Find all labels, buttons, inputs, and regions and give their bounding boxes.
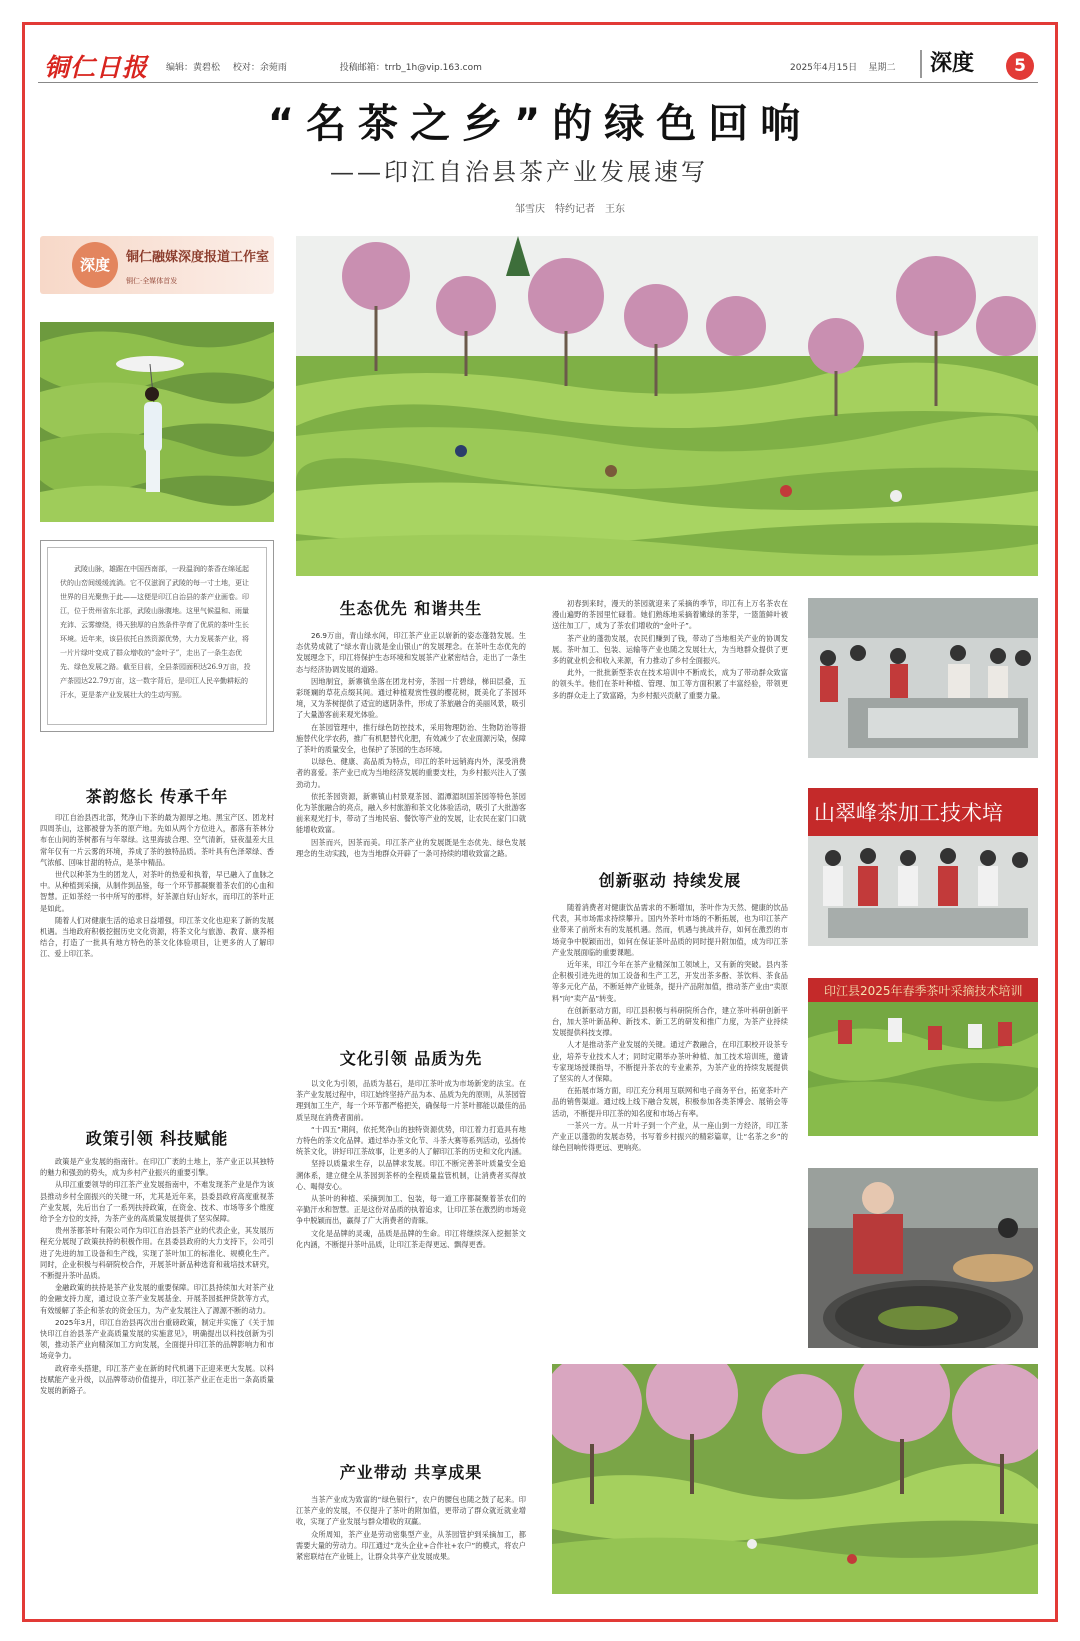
article-title: “名茶之乡”的绿色回响	[267, 101, 813, 147]
page-number-badge: 5	[1006, 52, 1034, 80]
paragraph: 金融政策的扶持是茶产业发展的重要保障。印江县持续加大对茶产业的金融支持力度，通过设立茶产业发展基金、开展茶园抵押贷款等方式，有效缓解了茶企和茶农的资金压力，为产业发展注入了源源不断的动力。	[40, 1283, 274, 1315]
paragraph: 在拓展市场方面，印江充分利用互联网和电子商务平台，拓宽茶叶产品的销售渠道。通过线上线下融合发展，积极参加各类茶博会、展销会等活动，不断提升印江茶的知名度和市场占有率。	[552, 1086, 788, 1118]
submission-email[interactable]: 投稿邮箱：trrb_1h@vip.163.com	[339, 63, 482, 73]
paragraph: 世代以种茶为生的团龙人，对茶叶的热爱和执着，早已融入了血脉之中。从种植到采摘，从制作到品鉴，每一个环节都凝聚着茶农们的心血和智慧。正如茶经一书中所写的那样，好茶源自好山好水，而印江的茶叶正是如此。	[40, 870, 274, 913]
paragraph: 以文化为引领，品质为基石，是印江茶叶成为市场新宠的法宝。在茶产业发展过程中，印江始终坚持产品为本、品质为先的原则，从茶园管理到加工生产，每一个环节都严格把关，确保每一片茶叶都能以最佳的品质呈现在消费者面前。	[296, 1079, 526, 1122]
photo-tea-processing-1	[808, 598, 1038, 758]
masthead	[38, 46, 1038, 86]
banner-text-2: 印江县2025年春季茶叶采摘技术培训	[824, 984, 1023, 998]
depth-seal: 深度	[72, 242, 118, 288]
section-body-5	[296, 1494, 526, 1594]
photo-tea-garden-hero	[296, 236, 1038, 576]
paragraph: 2025年3月，印江自治县再次出台重磅政策，制定并实施了《关于加快印江自治县茶产业高质量发展的实施意见》，明确提出以科技创新为引领，推动茶产业向精深加工方向发展，全面提升印江茶的品牌影响力和市场竞争力。	[40, 1317, 274, 1361]
section-body-2	[40, 1156, 274, 1592]
intro-box	[40, 540, 274, 732]
section-body-1	[40, 812, 274, 1100]
banner-text-1: 山翠峰茶加工技术培	[814, 801, 1003, 825]
paragraph: 依托茶园资源，新寨镇山村景观茶园、湄潭湄坝国茶园等特色茶园化为茶旅融合的亮点，融入乡村旅游和茶文化体验活动，吸引了大批游客前来观光打卡，带动了当地民宿、餐饮等产业的发展，让农民在家门口就能增收致富。	[296, 791, 526, 835]
section-body-7	[552, 902, 788, 1350]
paragraph: 在茶园管理中，推行绿色防控技术，采用物理防治、生物防治等措施替代化学农药，推广有机肥替代化肥，有效减少了农业面源污染，保障了茶叶的质量安全，也保护了茶园的生态环境。	[296, 722, 526, 755]
section-heading-7: 创新驱动 持续发展	[598, 871, 742, 890]
paragraph: 文化是品牌的灵魂，品质是品牌的生命。印江将继续深入挖掘茶文化内涵，不断提升茶叶品质，让印江茶走得更远、飘得更香。	[296, 1228, 526, 1249]
masthead-divider	[38, 82, 1038, 83]
section-heading-1: 茶韵悠长 传承千年	[85, 787, 229, 806]
paragraph: 初春到来时，漫天的茶园就迎来了采摘的季节，印江有上万名茶农在漫山遍野的茶园里忙碌着。她们熟练地采摘着嫩绿的茶芽，一篮篮鲜叶被送往加工厂，成为了茶农们增收的“金叶子”。	[552, 599, 788, 631]
section-body-3	[296, 630, 526, 1032]
photo-cherry-blossom-tea-garden	[552, 1364, 1038, 1594]
paragraph: 坚持以质量求生存，以品牌求发展。印江不断完善茶叶质量安全追溯体系，建立健全从茶园到茶杯的全程质量监管机制，让消费者买得放心、喝得安心。	[296, 1159, 526, 1191]
issue-date	[790, 60, 896, 73]
paragraph: 近年来，印江今年在茶产业精深加工领域上，又有新的突破。县内茶企积极引进先进的加工设备和生产工艺，开发出茶多酚、茶饮料、茶食品等多元化产品，不断延伸产业链条，提升产品附加值，推动茶产业由“卖原料”向“卖产品”转变。	[552, 960, 788, 1003]
paragraph: “十四五”期间，依托梵净山的独特资源优势，印江着力打造具有地方特色的茶文化品牌。通过举办茶文化节、斗茶大赛等系列活动，弘扬传统茶文化，讲好印江茶故事，让更多的人了解印江茶的历史和文化内涵。	[296, 1124, 526, 1157]
paragraph: 茶产业的蓬勃发展，农民们赚到了钱，带动了当地相关产业的协调发展。茶叶加工、包装、运输等产业也随之发展壮大，为当地群众提供了更多的就业机会和收入来源，有力推动了乡村全面振兴。	[552, 633, 788, 666]
photo-tea-processing-training	[808, 788, 1038, 946]
studio-title: 铜仁融媒深度报道工作室	[126, 250, 270, 265]
studio-subtitle: 铜仁·全媒体首发	[126, 277, 178, 285]
paragraph: 政策是产业发展的指南针。在印江广袤的土地上，茶产业正以其独特的魅力和强劲的势头，成为乡村产业振兴的重要引擎。	[40, 1157, 274, 1178]
intro-text: 武陵山脉，雄踞在中国西南部，一段温润的茶香在绵延起伏的山峦间缓缓流淌。它不仅滋润了武陵的每一寸土地，更让世界的目光聚焦于此——这便是印江自治县的茶产业画卷。印江，位于贵州省东北部，武陵山脉腹地。这里气候温和、雨量充沛、云雾缭绕，得天独厚的自然条件孕育了优质的茶叶生长环境。近年来，该县依托自然资源优势，大力发展茶产业，将一片片绿叶变成了群众增收的“金叶子”，走出了一条生态优先、绿色发展之路。截至目前，全县茶园面积达26.9万亩，投产茶园达22.79万亩，这一数字背后，是印江人民辛勤耕耘的汗水，更是茶产业发展壮大的生动写照。	[47, 547, 267, 725]
section-heading-2: 政策引领 科技赋能	[85, 1129, 229, 1148]
paragraph: 人才是推动茶产业发展的关键。通过产教融合，在印江职校开设茶专业，培养专业技术人才；同时定期举办茶叶种植、加工技术培训班，邀请专家现场授课指导，不断提升茶农的专业素养，为茶产业的持续发展提供了坚实的人才保障。	[552, 1040, 788, 1084]
paragraph: 随着人们对健康生活的追求日益增强，印江茶文化也迎来了新的发展机遇。当地政府积极挖掘历史文化资源，将茶文化与旅游、教育、康养相结合，打造了一批具有地方特色的茶文化体验项目，让更多的人了解印江、爱上印江茶。	[40, 915, 274, 959]
studio-badge	[40, 236, 274, 294]
paragraph: 印江自治县西北部，梵净山下茶的最为源厚之地。黑宝产区、团龙村四周茶山，这都被誉为茶的原产地。先如从两个方位进入，都落有茶林分布在山间的茶树都有与年翠绿。这里海拔合理、空气清新，昼夜温差大且常年仅有一片云雾的环境，养成了茶的独特品质。茶叶具有色泽翠绿、香气浓郁、回味甘甜的特点，是茶中精品。	[40, 813, 274, 867]
paragraph: 从茶叶的种植、采摘到加工、包装，每一道工序都凝聚着茶农们的辛勤汗水和智慧。正是这份对品质的执着追求，让印江茶在激烈的市场竞争中脱颖而出，赢得了广大消费者的青睐。	[296, 1194, 526, 1226]
paragraph: 随着消费者对健康饮品需求的不断增加，茶叶作为天然、健康的饮品代表，其市场需求持续攀升。国内外茶叶市场的不断拓展，也为印江茶产业带来了前所未有的发展机遇。然而，机遇与挑战并存，如何在激烈的市场竞争中脱颖而出，如何在保证茶叶品质的同时提升附加值，成为印江茶产业发展面临的重要课题。	[552, 903, 788, 957]
paragraph: 在创新驱动方面，印江县积极与科研院所合作，建立茶叶科研创新平台，加大茶叶新品种、新技术、新工艺的研发和推广力度，为茶产业持续发展提供科技支撑。	[552, 1005, 788, 1038]
paragraph: 贵州茶都茶叶有限公司作为印江自治县茶产业的代表企业，其发展历程充分展现了政策扶持的积极作用。在县委县政府的大力支持下，公司引进了先进的加工设备和生产线，实现了茶叶加工的标准化、规模化生产。同时，企业积极与科研院校合作，开展茶叶新品种选育和栽培技术研究，不断提升茶叶品质。	[40, 1226, 274, 1281]
section-body-4	[296, 1078, 526, 1448]
photo-tea-girl	[40, 322, 274, 522]
section-body-6	[552, 598, 788, 834]
paragraph: 一茶兴一方。从一片叶子到一个产业，从一座山到一方经济，印江茶产业正以蓬勃的发展态势，书写着乡村振兴的精彩篇章，让“名茶之乡”的绿色回响传得更远、更响亮。	[552, 1120, 788, 1153]
paragraph: 当茶产业成为致富的“绿色银行”，农户的腰包也随之鼓了起来。印江茶产业的发展，不仅提升了茶叶的附加值，更带动了群众就近就业增收，实现了产业发展与群众增收的双赢。	[296, 1495, 526, 1527]
section-heading-4: 文化引领 品质为先	[339, 1049, 483, 1068]
paragraph: 此外，一批批新型茶农在技术培训中不断成长，成为了带动群众致富的领头羊。他们在茶叶种植、管理、加工等方面积累了丰富经验，带领更多的群众走上了致富路，为乡村振兴贡献了重要力量。	[552, 668, 788, 700]
editor: 编辑：黄碧松	[166, 63, 221, 73]
article-subtitle: ——印江自治县茶产业发展速写	[330, 158, 708, 186]
section-heading-3: 生态优先 和谐共生	[339, 599, 483, 618]
photo-tea-picking-training	[808, 978, 1038, 1136]
section-label: 深度	[920, 50, 974, 78]
newspaper-logo: 铜仁日报	[44, 53, 149, 82]
article-byline: 邹雪庆 特约记者 王东	[515, 204, 625, 215]
paragraph: 以绿色、健康、高品质为特点，印江的茶叶远销海内外，深受消费者的喜爱。茶产业已成为当地经济发展的重要支柱，为乡村振兴注入了强劲动力。	[296, 757, 526, 789]
paragraph: 因茶而兴，因茶而美。印江茶产业的发展既是生态优先、绿色发展理念的生动实践，也为当地群众开辟了一条可持续的增收致富之路。	[296, 837, 526, 858]
paragraph: 26.9万亩，青山绿水间，印江茶产业正以崭新的姿态蓬勃发展。生态优势成就了“绿水青山就是金山银山”的发展理念。在茶叶生态优先的发展理念下，印江将保护生态环境和发展茶产业紧密结合，走出了一条生态与经济协调发展的道路。	[296, 631, 526, 674]
photo-tea-roasting	[808, 1168, 1038, 1348]
weekday-text: 星期二	[868, 63, 896, 73]
section-heading-5: 产业带动 共享成果	[339, 1463, 483, 1482]
proofreader: 校对：余菀雨	[232, 63, 287, 73]
paragraph: 从印江重要领导的印江茶产业发展指南中，不难发现茶产业是作为该县推动乡村全面振兴的关键一环，尤其是近年来，县委县政府高度重视茶产业发展，先后出台了一系列扶持政策，在资金、技术、市场等多个维度给予全方位的支持，为茶产业的高质量发展提供了坚实保障。	[40, 1180, 274, 1224]
credits	[166, 60, 492, 73]
paragraph: 政府牵头搭建，印江茶产业在新的时代机遇下正迎来更大发展。以科技赋能产业升级，以品牌带动价值提升，印江茶产业正在走出一条高质量发展的新路子。	[40, 1363, 274, 1396]
date-text: 2025年4月15日	[790, 63, 858, 73]
paragraph: 众所周知，茶产业是劳动密集型产业，从茶园管护到采摘加工，都需要大量的劳动力。印江通过“龙头企业+合作社+农户”的模式，将农户紧密联结在产业链上，让群众共享产业发展成果。	[296, 1529, 526, 1562]
paragraph: 因地制宜，新寨镇坐落在团龙村旁，茶园一片碧绿，梯田层叠，五彩斑斓的草花点缀其间。通过种植观赏性强的樱花树，既美化了茶园环境，又为茶树提供了适宜的遮阴条件，形成了茶旅融合的美丽风景，吸引了大量游客前来观光体验。	[296, 676, 526, 720]
